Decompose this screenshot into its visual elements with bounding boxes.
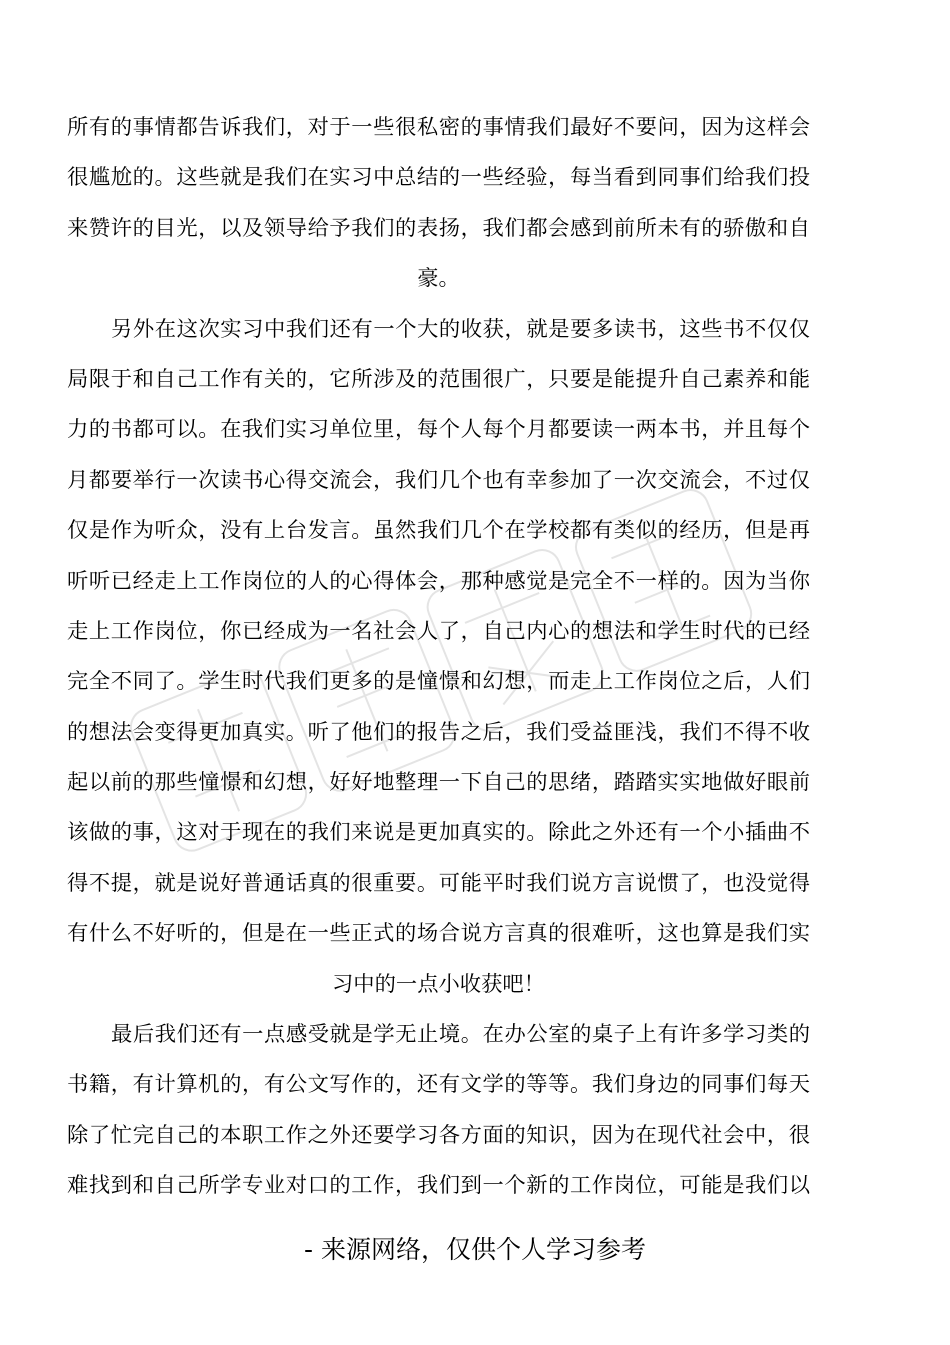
text-line: 来赞许的目光，以及领导给予我们的表扬，我们都会感到前所未有的骄傲和自 [67, 215, 810, 241]
text-line: 力的书都可以。在我们实习单位里，每个人每个月都要读一两本书，并且每个 [67, 417, 810, 443]
text-line: 听听已经走上工作岗位的人的心得体会，那种感觉是完全不一样的。因为当你 [67, 568, 810, 594]
text-line: 除了忙完自己的本职工作之外还要学习各方面的知识，因为在现代社会中，很 [67, 1122, 810, 1148]
text-line: 局限于和自己工作有关的，它所涉及的范围很广，只要是能提升自己素养和能 [67, 366, 810, 392]
text-line: 得不提，就是说好普通话真的很重要。可能平时我们说方言说惯了，也没觉得 [67, 870, 810, 896]
text-line: 的想法会变得更加真实。听了他们的报告之后，我们受益匪浅，我们不得不收 [67, 719, 810, 745]
text-line: 有什么不好听的，但是在一些正式的场合说方言真的很难听，这也算是我们实 [67, 921, 810, 947]
text-line: 完全不同了。学生时代我们更多的是憧憬和幻想，而走上工作岗位之后，人们 [67, 669, 810, 695]
text-line: 最后我们还有一点感受就是学无止境。在办公室的桌子上有许多学习类的 [111, 1022, 810, 1048]
text-line: 走上工作岗位，你已经成为一名社会人了，自己内心的想法和学生时代的已经 [67, 618, 810, 644]
text-line: 仅是作为听众，没有上台发言。虽然我们几个在学校都有类似的经历，但是再 [67, 518, 810, 544]
text-line: 很尴尬的。这些就是我们在实习中总结的一些经验，每当看到同事们给我们投 [67, 165, 810, 191]
text-line: 该做的事，这对于现在的我们来说是更加真实的。除此之外还有一个小插曲不 [67, 820, 810, 846]
text-line: 起以前的那些憧憬和幻想，好好地整理一下自己的思绪，踏踏实实地做好眼前 [67, 770, 810, 796]
text-line: 月都要举行一次读书心得交流会，我们几个也有幸参加了一次交流会，不过仅 [67, 467, 810, 493]
footer-note: - 来源网络，仅供个人学习参考 [304, 1235, 646, 1264]
body-text [67, 103, 810, 1212]
text-line: 另外在这次实习中我们还有一个大的收获，就是要多读书，这些书不仅仅 [111, 316, 810, 342]
text-line: 书籍，有计算机的，有公文写作的，还有文学的等等。我们身边的同事们每天 [67, 1072, 810, 1098]
text-line: 习中的一点小收获吧！ [332, 971, 545, 997]
text-line: 所有的事情都告诉我们，对于一些很私密的事情我们最好不要问，因为这样会 [67, 115, 810, 140]
text-line: 难找到和自己所学专业对口的工作，我们到一个新的工作岗位，可能是我们以 [67, 1173, 810, 1199]
text-line: 豪。 [417, 266, 460, 292]
